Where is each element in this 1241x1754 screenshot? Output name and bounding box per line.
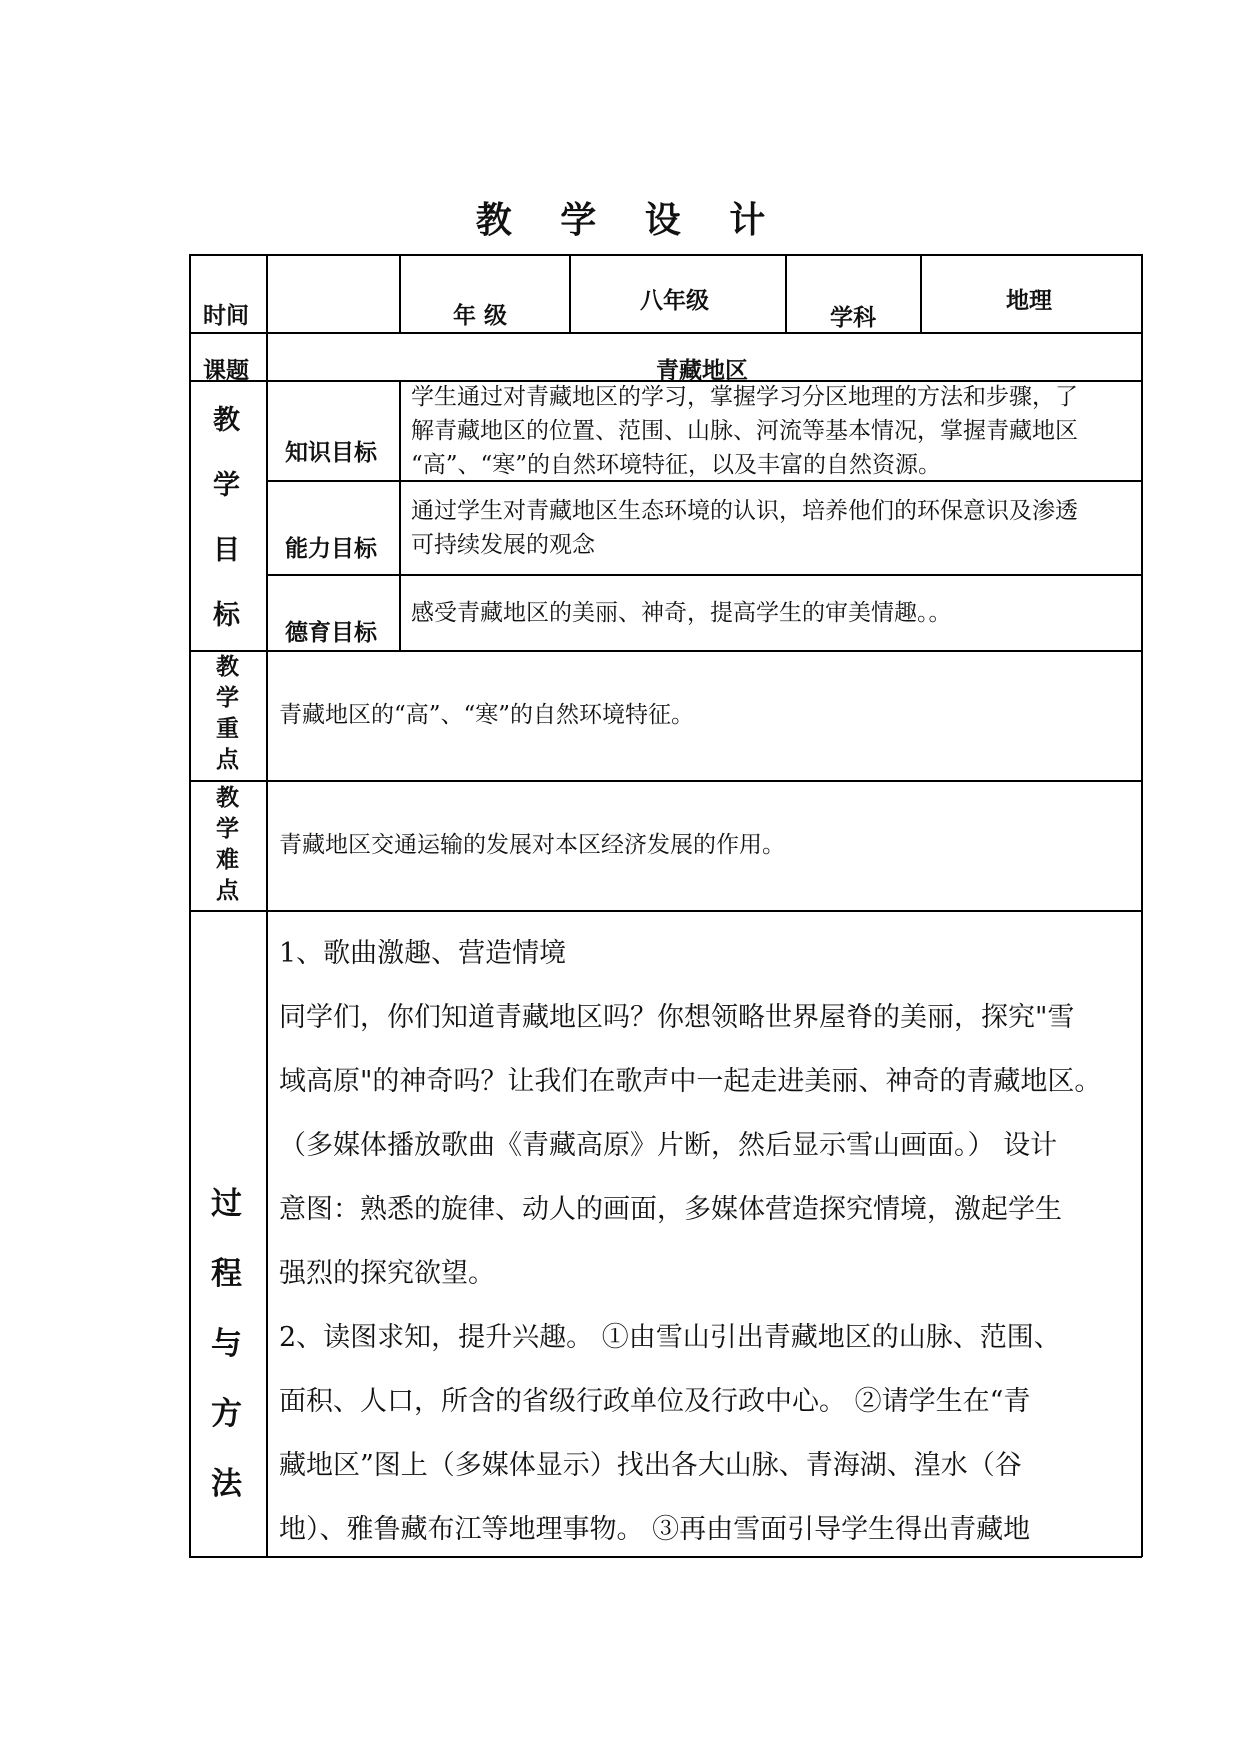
col-divider (785, 254, 787, 333)
knowledge-objective-label: 知识目标 (285, 440, 377, 466)
topic-label: 课题 (203, 358, 249, 384)
subject-value: 地理 (1006, 288, 1052, 314)
grade-label: 年 级 (453, 303, 508, 329)
difficulty-label: 教 学 难 点 (216, 785, 239, 904)
page-title: 教 学 设 计 (475, 200, 784, 241)
time-label: 时间 (203, 303, 249, 329)
col-divider (399, 254, 401, 333)
row-divider (189, 332, 1142, 334)
moral-objective-label: 德育目标 (285, 620, 377, 646)
ability-objective-text: 通过学生对青藏地区生态环境的认识，培养他们的环保意识及渗透 可持续发展的观念 (411, 498, 1078, 558)
col-divider (569, 254, 571, 333)
process-method-label: 过 程 与 方 法 (211, 1186, 242, 1502)
difficulty-text: 青藏地区交通运输的发展对本区经济发展的作用。 (279, 832, 785, 858)
process-method-text: 1、歌曲激趣、营造情境 同学们，你们知道青藏地区吗？你想领略世界屋脊的美丽，探究"雪 域高原"的神奇吗？让我们在歌声中一起走进美丽、神奇的青藏地区。 （多媒体播放歌曲《青藏高原》片断，然后显示雪山画面。） 设计 意图：熟悉的旋律、动人的画面，多媒体营造探究情境，激起学生 强烈的探究欲望。 2、读图求知，提升兴趣。 ①由雪山引出青藏地区的山脉、范围、 面积、人口，所含的省级行政单位及行政中心。 ②请学生在“青 藏地区”图上（多媒体显示）找出各大山脉、青海湖、湟水（谷 地）、雅鲁藏布江等地理事物。 ③再由雪面引导学生得出青藏地 (279, 938, 1102, 1545)
col-divider (920, 254, 922, 333)
topic-value: 青藏地区 (656, 358, 748, 384)
col-divider (399, 380, 401, 651)
table-border-left (189, 254, 191, 1557)
row-divider (189, 910, 1142, 912)
subject-label: 学科 (830, 305, 876, 331)
key-point-label: 教 学 重 点 (216, 654, 239, 773)
objectives-group-label: 教 学 目 标 (213, 405, 240, 631)
row-divider (266, 574, 1142, 576)
key-point-text: 青藏地区的“高”、“寒”的自然环境特征。 (279, 702, 695, 728)
col-divider (266, 254, 268, 1557)
table-border-top (189, 254, 1142, 256)
grade-value: 八年级 (640, 288, 709, 314)
row-divider (189, 650, 1142, 652)
ability-objective-label: 能力目标 (285, 536, 377, 562)
row-divider (189, 780, 1142, 782)
moral-objective-text: 感受青藏地区的美丽、神奇，提高学生的审美情趣。。 (411, 600, 952, 626)
knowledge-objective-text: 学生通过对青藏地区的学习，掌握学习分区地理的方法和步骤，了 解青藏地区的位置、范围、山脉、河流等基本情况，掌握青藏地区 “高”、“寒”的自然环境特征，以及丰富的自然资源。 (411, 384, 1078, 478)
